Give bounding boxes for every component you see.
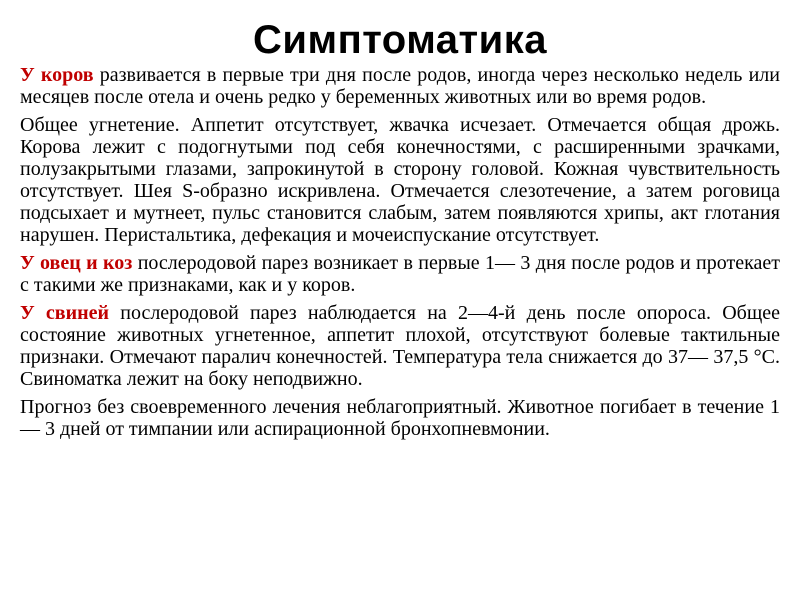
paragraph-sheep-goats [20,252,780,296]
paragraph-lead-cows: У коров [20,64,94,86]
paragraph-text-sheep-goats: послеродовой парез возникает в первые 1— 3 дня после родов и протекает с такими же признаками, как и у коров. [20,252,780,296]
paragraph-text-pigs: послеродовой парез наблюдается на 2—4-й день после опороса. Общее состояние животных угнетенное, аппетит плохой, отсутствуют болевые тактильные признаки. Отмечают паралич конечностей. Температура тела снижается до 37— 37,5 °С. Свиноматка лежит на боку неподвижно. [20,302,781,390]
paragraph-prognosis [20,396,780,440]
slide-title: Симптоматика [253,18,547,62]
paragraph-text-cows: развивается в первые три дня после родов, иногда через несколько недель или месяцев после отела и очень редко у беременных животных или во время родов. [20,64,780,108]
paragraph-cows [20,64,780,108]
paragraph-text-prognosis: Прогноз без своевременного лечения неблагоприятный. Животное погибает в течение 1— 3 дней от тимпании или аспирационной бронхопневмонии. [20,396,780,440]
paragraph-lead-pigs: У свиней [20,302,110,324]
paragraph-text-symptoms: Общее угнетение. Аппетит отсутствует, жвачка исчезает. Отмечается общая дрожь. Корова лежит с подогнутыми под себя конечностями, с расширенными зрачками, полузакрытыми глазами, запрокинутой в сторону головой. Кожная чувствительность отсутствует. Шея S-образно искривлена. Отмечается слезотечение, а затем роговица подсыхает и мутнеет, пульс становится слабым, затем появляются хрипы, акт глотания нарушен. Перистальтика, дефекация и мочеиспускание отсутствует. [20,114,780,246]
slide-body [20,64,780,446]
paragraph-lead-sheep-goats: У овец и коз [20,252,133,274]
paragraph-symptoms [20,114,780,246]
paragraph-pigs [20,302,780,390]
